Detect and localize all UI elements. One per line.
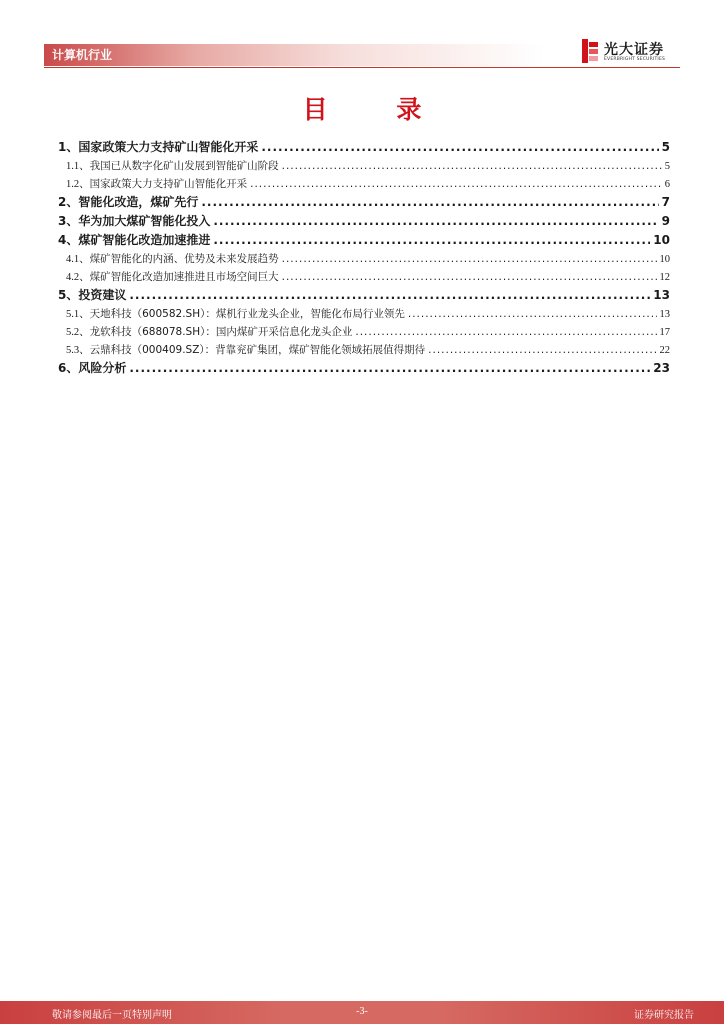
toc-entry-number: 6、 bbox=[58, 361, 79, 375]
toc-leader-dots bbox=[213, 231, 650, 250]
toc-entry-number: 4、 bbox=[58, 233, 79, 247]
toc-entry-number: 1、 bbox=[58, 140, 79, 154]
toc-entry-page: 9 bbox=[661, 214, 670, 228]
table-of-contents bbox=[58, 138, 670, 378]
toc-entry-number: 1.1、 bbox=[66, 161, 90, 172]
header-divider bbox=[44, 67, 680, 68]
toc-entry-number: 5.3、 bbox=[66, 345, 90, 356]
toc-entry-title: 煤矿智能化改造加速推进 bbox=[78, 233, 211, 247]
toc-leader-dots bbox=[129, 359, 650, 378]
toc-leader-dots bbox=[213, 212, 658, 231]
toc-leader-dots bbox=[129, 286, 650, 305]
toc-entry[interactable] bbox=[58, 359, 670, 378]
toc-leader-dots bbox=[282, 157, 662, 175]
toc-entry[interactable] bbox=[58, 157, 670, 175]
logo-english-name: EVERBRIGHT SECURITIES bbox=[604, 57, 666, 62]
toc-entry-number: 2、 bbox=[58, 195, 79, 209]
toc-entry-title: 国家政策大力支持矿山智能化开采 bbox=[89, 178, 248, 190]
toc-leader-dots bbox=[250, 175, 662, 193]
footer-disclaimer: 敬请参阅最后一页特别声明 bbox=[52, 1010, 172, 1021]
company-logo bbox=[580, 38, 680, 66]
toc-leader-dots bbox=[282, 268, 657, 286]
toc-leader-dots bbox=[261, 138, 658, 157]
toc-entry[interactable] bbox=[58, 305, 670, 323]
toc-entry-page: 23 bbox=[653, 361, 670, 375]
toc-entry[interactable] bbox=[58, 250, 670, 268]
toc-entry-page: 5 bbox=[661, 140, 670, 154]
toc-entry[interactable] bbox=[58, 286, 670, 305]
toc-entry-page: 10 bbox=[653, 233, 670, 247]
toc-entry[interactable] bbox=[58, 341, 670, 359]
toc-entry-number: 5.2、 bbox=[66, 327, 90, 338]
toc-entry-number: 5、 bbox=[58, 288, 79, 302]
toc-entry[interactable] bbox=[58, 175, 670, 193]
toc-entry-number: 5.1、 bbox=[66, 309, 90, 320]
toc-entry[interactable] bbox=[58, 138, 670, 157]
toc-entry-title: 国家政策大力支持矿山智能化开采 bbox=[78, 140, 259, 154]
toc-entry-title: 煤矿智能化的内涵、优势及未来发展趋势 bbox=[89, 253, 279, 265]
toc-entry-page: 5 bbox=[664, 161, 670, 172]
footer-page-number: -3- bbox=[356, 1006, 368, 1017]
logo-chinese-name: 光大证券 bbox=[604, 42, 664, 58]
toc-entry-title: 风险分析 bbox=[78, 361, 127, 375]
toc-entry[interactable] bbox=[58, 231, 670, 250]
toc-title: 目 录 bbox=[302, 95, 452, 124]
toc-entry-page: 6 bbox=[664, 179, 670, 190]
toc-entry[interactable] bbox=[58, 212, 670, 231]
toc-entry-page: 13 bbox=[653, 288, 670, 302]
everbright-logo-icon bbox=[580, 38, 600, 64]
toc-entry-page: 7 bbox=[661, 195, 670, 209]
header-band bbox=[44, 44, 544, 66]
toc-entry-title: 天地科技（600582.SH）：煤机行业龙头企业，智能化布局行业领先 bbox=[89, 308, 405, 320]
toc-entry-title: 煤矿智能化改造加速推进且市场空间巨大 bbox=[89, 271, 279, 283]
toc-entry-page: 22 bbox=[659, 345, 670, 356]
header-industry-label: 计算机行业 bbox=[52, 48, 113, 62]
toc-entry-title: 我国已从数字化矿山发展到智能矿山阶段 bbox=[89, 160, 279, 172]
toc-entry-title: 智能化改造，煤矿先行 bbox=[78, 195, 199, 209]
toc-entry-title: 投资建议 bbox=[78, 288, 127, 302]
toc-leader-dots bbox=[355, 323, 656, 341]
toc-entry-title: 龙软科技（688078.SH）：国内煤矿开采信息化龙头企业 bbox=[89, 326, 353, 338]
toc-leader-dots bbox=[282, 250, 657, 268]
footer-report-type: 证券研究报告 bbox=[634, 1010, 694, 1021]
toc-entry-page: 13 bbox=[659, 309, 670, 320]
toc-entry-number: 4.2、 bbox=[66, 272, 90, 283]
toc-entry-title: 云鼎科技（000409.SZ）：背靠兖矿集团，煤矿智能化领域拓展值得期待 bbox=[89, 344, 426, 356]
toc-leader-dots bbox=[428, 341, 656, 359]
toc-entry-number: 4.1、 bbox=[66, 254, 90, 265]
toc-entry[interactable] bbox=[58, 323, 670, 341]
toc-entry[interactable] bbox=[58, 193, 670, 212]
toc-entry-title: 华为加大煤矿智能化投入 bbox=[78, 214, 211, 228]
toc-leader-dots bbox=[201, 193, 658, 212]
toc-entry-number: 1.2、 bbox=[66, 179, 90, 190]
toc-entry[interactable] bbox=[58, 268, 670, 286]
toc-entry-page: 10 bbox=[659, 254, 670, 265]
toc-entry-page: 17 bbox=[659, 327, 670, 338]
toc-entry-number: 3、 bbox=[58, 214, 79, 228]
toc-leader-dots bbox=[408, 305, 657, 323]
toc-entry-page: 12 bbox=[659, 272, 670, 283]
